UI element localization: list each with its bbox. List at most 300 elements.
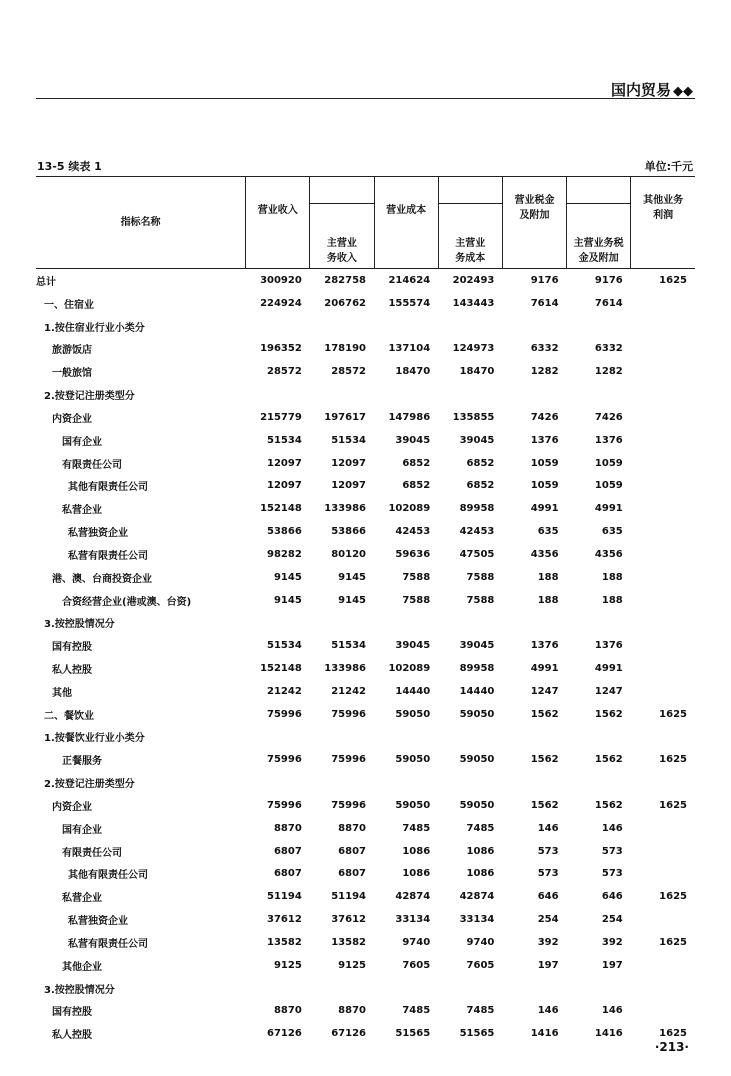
cell-value: 9125 bbox=[338, 959, 366, 971]
cell-value: 51534 bbox=[267, 640, 302, 652]
cell-value: 133986 bbox=[324, 662, 366, 674]
cell-value: 1086 bbox=[466, 845, 495, 857]
header-rule bbox=[36, 98, 695, 99]
cell-value: 1247 bbox=[594, 685, 623, 697]
cell-value: 635 bbox=[601, 526, 623, 538]
cell-value: 98282 bbox=[267, 548, 302, 560]
table-row bbox=[36, 931, 695, 954]
cell-value: 7588 bbox=[466, 594, 495, 606]
cell-value: 7426 bbox=[530, 411, 559, 423]
cell-value bbox=[438, 315, 502, 338]
table-row bbox=[36, 634, 695, 657]
cell-value bbox=[246, 726, 310, 749]
row-label: 2.按登记注册类型分 bbox=[44, 391, 135, 403]
cell-value: 12097 bbox=[331, 480, 366, 492]
col-header-indicator: 指标名称 bbox=[36, 177, 246, 269]
cell-value: 75996 bbox=[267, 799, 302, 811]
row-label: 2.按登记注册类型分 bbox=[44, 779, 135, 791]
cell-value bbox=[631, 954, 695, 977]
cell-value: 1059 bbox=[530, 457, 559, 469]
col-header-other-profit: 其他业务 利润 bbox=[631, 177, 695, 269]
cell-value bbox=[631, 292, 695, 315]
cell-value: 59050 bbox=[395, 708, 431, 720]
table-row bbox=[36, 908, 695, 931]
cell-value: 155574 bbox=[388, 297, 431, 309]
cell-value: 196352 bbox=[260, 343, 302, 355]
table-row bbox=[36, 292, 695, 315]
cell-value: 1416 bbox=[594, 1028, 623, 1040]
cell-value bbox=[631, 383, 695, 406]
cell-value: 178190 bbox=[324, 343, 366, 355]
cell-value: 1059 bbox=[530, 480, 559, 492]
cell-value: 7605 bbox=[402, 959, 431, 971]
cell-value: 1059 bbox=[594, 480, 623, 492]
cell-value: 8870 bbox=[338, 822, 366, 834]
cell-value: 7485 bbox=[466, 822, 495, 834]
cell-value: 143443 bbox=[452, 297, 495, 309]
cell-value bbox=[567, 771, 631, 794]
cell-value: 51194 bbox=[267, 891, 302, 903]
cell-value: 4991 bbox=[530, 503, 559, 515]
cell-value bbox=[631, 452, 695, 475]
cell-value bbox=[567, 383, 631, 406]
cell-value bbox=[502, 383, 566, 406]
cell-value bbox=[246, 771, 310, 794]
cell-value bbox=[631, 497, 695, 520]
cell-value: 59050 bbox=[459, 799, 495, 811]
cell-value: 197 bbox=[601, 959, 623, 971]
row-label: 私营有限责任公司 bbox=[68, 938, 148, 950]
cell-value: 146 bbox=[537, 1005, 559, 1017]
row-label: 私营企业 bbox=[62, 893, 102, 905]
cell-value: 42453 bbox=[395, 526, 431, 538]
cell-value: 14440 bbox=[459, 685, 495, 697]
col-header-tax: 营业税金 及附加 bbox=[502, 177, 566, 269]
cell-value: 67126 bbox=[331, 1028, 366, 1040]
cell-value: 573 bbox=[601, 868, 623, 880]
cell-value bbox=[631, 1000, 695, 1023]
table-row bbox=[36, 680, 695, 703]
table-row bbox=[36, 566, 695, 589]
cell-value: 1625 bbox=[659, 274, 687, 286]
cell-value bbox=[246, 611, 310, 634]
cell-value: 14440 bbox=[395, 685, 431, 697]
cell-value: 573 bbox=[537, 845, 559, 857]
cell-value bbox=[567, 977, 631, 1000]
cell-value: 392 bbox=[601, 936, 623, 948]
table-row bbox=[36, 977, 695, 1000]
table-row bbox=[36, 429, 695, 452]
cell-value: 635 bbox=[537, 526, 559, 538]
cell-value: 1282 bbox=[530, 366, 559, 378]
cell-value: 146 bbox=[601, 1005, 623, 1017]
cell-value bbox=[631, 977, 695, 1000]
cell-value: 7614 bbox=[594, 297, 623, 309]
cell-value: 89958 bbox=[459, 503, 495, 515]
row-label: 其他有限责任公司 bbox=[68, 870, 148, 882]
cell-value: 1376 bbox=[530, 434, 559, 446]
cell-value: 9145 bbox=[338, 571, 366, 583]
cell-value: 51534 bbox=[331, 434, 366, 446]
cell-value: 1086 bbox=[402, 845, 431, 857]
cell-value: 53866 bbox=[267, 526, 302, 538]
cell-value bbox=[246, 383, 310, 406]
cell-value: 6852 bbox=[402, 480, 431, 492]
page-number: ·213· bbox=[654, 1040, 689, 1054]
cell-value: 13582 bbox=[267, 936, 302, 948]
cell-value: 197617 bbox=[324, 411, 366, 423]
cell-value bbox=[631, 566, 695, 589]
row-label: 国有控股 bbox=[52, 1007, 92, 1019]
cell-value bbox=[567, 726, 631, 749]
cell-value: 37612 bbox=[267, 914, 302, 926]
cell-value: 7485 bbox=[466, 1005, 495, 1017]
cell-value: 42453 bbox=[459, 526, 495, 538]
cell-value bbox=[631, 657, 695, 680]
cell-value bbox=[246, 315, 310, 338]
cell-value: 53866 bbox=[331, 526, 366, 538]
row-label: 3.按控股情况分 bbox=[44, 984, 115, 996]
cell-value bbox=[631, 543, 695, 566]
cell-value: 646 bbox=[537, 891, 559, 903]
row-label: 私人控股 bbox=[52, 1030, 92, 1042]
row-label: 3.按控股情况分 bbox=[44, 619, 115, 631]
cell-value: 9176 bbox=[530, 274, 559, 286]
cell-value: 573 bbox=[537, 868, 559, 880]
cell-value: 37612 bbox=[331, 914, 366, 926]
table-row bbox=[36, 360, 695, 383]
cell-value bbox=[631, 863, 695, 886]
row-label: 内资企业 bbox=[52, 413, 92, 425]
cell-value: 12097 bbox=[267, 457, 302, 469]
table-row bbox=[36, 748, 695, 771]
cell-value: 9145 bbox=[273, 571, 302, 583]
cell-value: 1562 bbox=[530, 708, 559, 720]
row-label: 私人控股 bbox=[52, 664, 92, 676]
cell-value: 1059 bbox=[594, 457, 623, 469]
row-label: 私营有限责任公司 bbox=[68, 550, 148, 562]
table-title: 13-5 续表 1 bbox=[37, 160, 102, 173]
cell-value: 21242 bbox=[331, 685, 366, 697]
table-row bbox=[36, 657, 695, 680]
cell-value bbox=[438, 726, 502, 749]
cell-value: 214624 bbox=[388, 274, 431, 286]
cell-value: 18470 bbox=[459, 366, 495, 378]
cell-value bbox=[374, 771, 438, 794]
section-title: 国内贸易 bbox=[610, 81, 671, 99]
cell-value: 1416 bbox=[530, 1028, 559, 1040]
cell-value bbox=[567, 611, 631, 634]
cell-value: 18470 bbox=[395, 366, 431, 378]
cell-value: 135855 bbox=[452, 411, 495, 423]
cell-value: 59636 bbox=[395, 548, 431, 560]
cell-value: 51534 bbox=[331, 640, 366, 652]
cell-value bbox=[631, 589, 695, 612]
cell-value: 6332 bbox=[594, 343, 623, 355]
table-row bbox=[36, 474, 695, 497]
cell-value: 33134 bbox=[395, 914, 431, 926]
table-row bbox=[36, 726, 695, 749]
cell-value: 4356 bbox=[594, 548, 623, 560]
section-header bbox=[611, 79, 693, 100]
cell-value: 47505 bbox=[459, 548, 495, 560]
cell-value bbox=[374, 726, 438, 749]
cell-value: 33134 bbox=[459, 914, 495, 926]
cell-value: 215779 bbox=[260, 411, 302, 423]
cell-value: 67126 bbox=[267, 1028, 302, 1040]
cell-value: 188 bbox=[601, 571, 623, 583]
col-header-cost: 营业成本 bbox=[374, 177, 438, 269]
cell-value: 51534 bbox=[267, 434, 302, 446]
cell-value bbox=[631, 315, 695, 338]
cell-value: 1086 bbox=[466, 868, 495, 880]
cell-value bbox=[374, 383, 438, 406]
cell-value: 188 bbox=[537, 594, 559, 606]
table-row bbox=[36, 406, 695, 429]
cell-value: 39045 bbox=[459, 640, 495, 652]
cell-value bbox=[631, 520, 695, 543]
cell-value: 1282 bbox=[594, 366, 623, 378]
cell-value bbox=[502, 771, 566, 794]
cell-value bbox=[310, 771, 374, 794]
cell-value bbox=[374, 611, 438, 634]
cell-value bbox=[310, 977, 374, 1000]
cell-value: 4991 bbox=[594, 662, 623, 674]
table-row bbox=[36, 452, 695, 475]
cell-value: 8870 bbox=[273, 1005, 302, 1017]
cell-value: 4991 bbox=[594, 503, 623, 515]
cell-value: 9145 bbox=[273, 594, 302, 606]
cell-value bbox=[631, 429, 695, 452]
cell-value: 1247 bbox=[530, 685, 559, 697]
cell-value: 1625 bbox=[659, 891, 687, 903]
cell-value: 282758 bbox=[324, 274, 366, 286]
cell-value: 1625 bbox=[659, 799, 687, 811]
cell-value: 59050 bbox=[395, 799, 431, 811]
cell-value: 102089 bbox=[388, 662, 431, 674]
cell-value bbox=[438, 977, 502, 1000]
cell-value bbox=[631, 634, 695, 657]
cell-value: 7588 bbox=[402, 594, 431, 606]
table-row bbox=[36, 337, 695, 360]
row-label: 正餐服务 bbox=[62, 756, 102, 768]
cell-value bbox=[631, 360, 695, 383]
col-header-main-cost: 主营业 务成本 bbox=[438, 177, 502, 269]
table-row bbox=[36, 497, 695, 520]
cell-value: 12097 bbox=[267, 480, 302, 492]
cell-value: 188 bbox=[537, 571, 559, 583]
cell-value: 224924 bbox=[260, 297, 302, 309]
cell-value: 9740 bbox=[402, 936, 431, 948]
cell-value: 1625 bbox=[659, 754, 687, 766]
cell-value: 6852 bbox=[402, 457, 431, 469]
cell-value: 39045 bbox=[395, 434, 431, 446]
cell-value: 51194 bbox=[331, 891, 366, 903]
cell-value bbox=[631, 726, 695, 749]
cell-value bbox=[631, 406, 695, 429]
cell-value: 1376 bbox=[594, 434, 623, 446]
cell-value: 51565 bbox=[395, 1028, 431, 1040]
cell-value bbox=[631, 817, 695, 840]
cell-value: 12097 bbox=[331, 457, 366, 469]
cell-value bbox=[502, 611, 566, 634]
cell-value: 8870 bbox=[273, 822, 302, 834]
table-row bbox=[36, 703, 695, 726]
cell-value: 39045 bbox=[395, 640, 431, 652]
cell-value: 254 bbox=[601, 914, 623, 926]
table-row bbox=[36, 611, 695, 634]
cell-value: 9145 bbox=[338, 594, 366, 606]
cell-value bbox=[502, 315, 566, 338]
cell-value: 7426 bbox=[594, 411, 623, 423]
table-row bbox=[36, 589, 695, 612]
row-label: 私营企业 bbox=[62, 505, 102, 517]
cell-value: 646 bbox=[601, 891, 623, 903]
cell-value: 146 bbox=[601, 822, 623, 834]
cell-value: 9176 bbox=[594, 274, 623, 286]
cell-value: 7485 bbox=[402, 1005, 431, 1017]
cell-value bbox=[631, 908, 695, 931]
cell-value: 197 bbox=[537, 959, 559, 971]
row-label: 一、住宿业 bbox=[44, 299, 94, 311]
diamond-ornament-icon: ◆◆ bbox=[673, 84, 693, 99]
cell-value bbox=[374, 315, 438, 338]
cell-value: 9125 bbox=[273, 959, 302, 971]
row-label: 国有控股 bbox=[52, 642, 92, 654]
cell-value bbox=[502, 977, 566, 1000]
cell-value: 206762 bbox=[324, 297, 366, 309]
cell-value: 254 bbox=[537, 914, 559, 926]
row-label: 其他企业 bbox=[62, 961, 102, 973]
cell-value: 1625 bbox=[659, 708, 687, 720]
cell-value: 147986 bbox=[388, 411, 431, 423]
cell-value: 1562 bbox=[594, 754, 623, 766]
row-label: 港、澳、台商投资企业 bbox=[52, 573, 152, 585]
cell-value bbox=[631, 680, 695, 703]
cell-value: 7485 bbox=[402, 822, 431, 834]
cell-value: 6807 bbox=[273, 845, 302, 857]
cell-value: 75996 bbox=[267, 708, 302, 720]
table-row bbox=[36, 817, 695, 840]
cell-value: 202493 bbox=[452, 274, 495, 286]
cell-value bbox=[502, 726, 566, 749]
cell-value: 59050 bbox=[459, 708, 495, 720]
cell-value: 13582 bbox=[331, 936, 366, 948]
row-label: 内资企业 bbox=[52, 801, 92, 813]
cell-value: 42874 bbox=[459, 891, 495, 903]
cell-value: 8870 bbox=[338, 1005, 366, 1017]
cell-value: 300920 bbox=[260, 274, 302, 286]
col-header-main-revenue: 主营业 务收入 bbox=[310, 177, 374, 269]
cell-value: 75996 bbox=[267, 754, 302, 766]
cell-value bbox=[567, 315, 631, 338]
cell-value: 1625 bbox=[659, 936, 687, 948]
cell-value bbox=[631, 337, 695, 360]
unit-label: 单位:千元 bbox=[644, 160, 693, 173]
cell-value: 6332 bbox=[530, 343, 559, 355]
cell-value bbox=[631, 474, 695, 497]
table-row bbox=[36, 543, 695, 566]
row-label: 二、餐饮业 bbox=[44, 710, 94, 722]
cell-value bbox=[310, 315, 374, 338]
cell-value: 1562 bbox=[530, 754, 559, 766]
cell-value: 7614 bbox=[530, 297, 559, 309]
row-label: 国有企业 bbox=[62, 824, 102, 836]
cell-value: 7588 bbox=[402, 571, 431, 583]
cell-value: 102089 bbox=[388, 503, 431, 515]
cell-value: 75996 bbox=[331, 708, 366, 720]
cell-value bbox=[438, 611, 502, 634]
data-table bbox=[36, 176, 695, 1045]
table-row bbox=[36, 1022, 695, 1045]
cell-value: 188 bbox=[601, 594, 623, 606]
cell-value bbox=[631, 771, 695, 794]
row-label: 总计 bbox=[36, 276, 56, 288]
cell-value: 6807 bbox=[273, 868, 302, 880]
row-label: 私营独资企业 bbox=[68, 528, 128, 540]
cell-value bbox=[631, 611, 695, 634]
cell-value: 4356 bbox=[530, 548, 559, 560]
cell-value: 152148 bbox=[260, 662, 302, 674]
cell-value: 1562 bbox=[594, 799, 623, 811]
table-row bbox=[36, 885, 695, 908]
table-row bbox=[36, 269, 695, 292]
row-label: 一般旅馆 bbox=[52, 368, 92, 380]
cell-value bbox=[310, 726, 374, 749]
table-row bbox=[36, 840, 695, 863]
cell-value bbox=[310, 383, 374, 406]
cell-value: 75996 bbox=[331, 799, 366, 811]
cell-value: 1376 bbox=[594, 640, 623, 652]
col-header-main-tax: 主营业务税 金及附加 bbox=[567, 177, 631, 269]
cell-value bbox=[631, 840, 695, 863]
table-row bbox=[36, 771, 695, 794]
cell-value: 7605 bbox=[466, 959, 495, 971]
row-label: 私营独资企业 bbox=[68, 916, 128, 928]
row-label: 其他有限责任公司 bbox=[68, 482, 148, 494]
cell-value: 21242 bbox=[267, 685, 302, 697]
row-label: 1.按住宿业行业小类分 bbox=[44, 322, 145, 334]
table-row bbox=[36, 863, 695, 886]
cell-value: 59050 bbox=[459, 754, 495, 766]
row-label: 旅游饭店 bbox=[52, 345, 92, 357]
table-row bbox=[36, 520, 695, 543]
cell-value: 1562 bbox=[530, 799, 559, 811]
col-header-revenue: 营业收入 bbox=[246, 177, 310, 269]
cell-value: 1562 bbox=[594, 708, 623, 720]
cell-value: 28572 bbox=[331, 366, 366, 378]
cell-value: 392 bbox=[537, 936, 559, 948]
cell-value: 124973 bbox=[452, 343, 495, 355]
cell-value bbox=[438, 771, 502, 794]
row-label: 有限责任公司 bbox=[62, 459, 122, 471]
cell-value: 39045 bbox=[459, 434, 495, 446]
cell-value: 133986 bbox=[324, 503, 366, 515]
cell-value: 42874 bbox=[395, 891, 431, 903]
cell-value: 59050 bbox=[395, 754, 431, 766]
cell-value: 80120 bbox=[331, 548, 366, 560]
cell-value: 6807 bbox=[338, 845, 366, 857]
row-label: 其他 bbox=[52, 687, 72, 699]
table-row bbox=[36, 1000, 695, 1023]
row-label: 合资经营企业(港或澳、台资) bbox=[62, 596, 192, 608]
row-label: 有限责任公司 bbox=[62, 847, 122, 859]
cell-value bbox=[310, 611, 374, 634]
cell-value: 146 bbox=[537, 822, 559, 834]
cell-value: 6852 bbox=[466, 457, 495, 469]
cell-value: 4991 bbox=[530, 662, 559, 674]
cell-value: 7588 bbox=[466, 571, 495, 583]
